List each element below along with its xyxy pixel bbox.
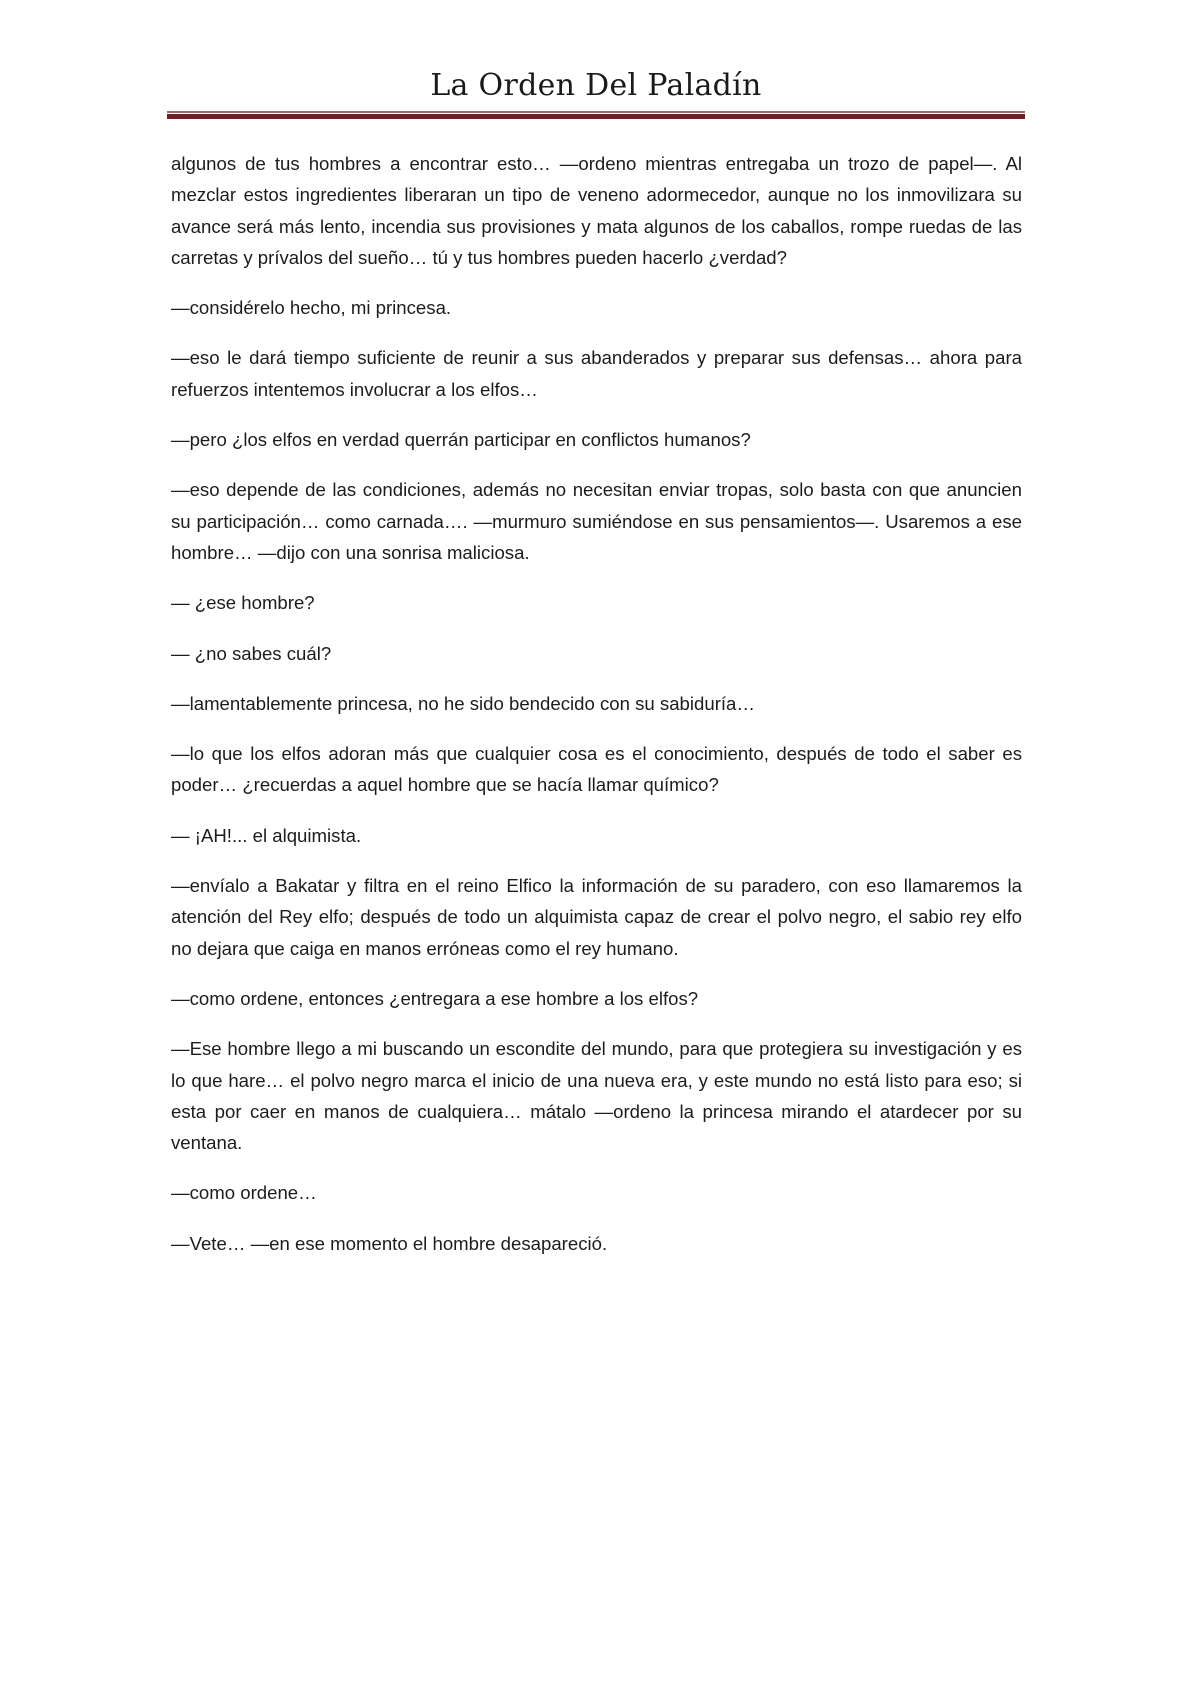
paragraph: —eso depende de las condiciones, además no necesitan enviar tropas, solo basta con que anuncien su participación… como carnada…. —murmuro sumiéndose en sus pensamientos—. Usaremos a ese hombre… —dijo con una sonrisa maliciosa. [171, 479, 1022, 563]
paragraph: —eso le dará tiempo suficiente de reunir a sus abanderados y preparar sus defensas… ahora para refuerzos intentemos involucrar a los elfos… [171, 347, 1022, 400]
book-title: La Orden Del Paladín [430, 68, 762, 103]
paragraph: —considérelo hecho, mi princesa. [171, 297, 452, 319]
paragraph: algunos de tus hombres a encontrar esto… —ordeno mientras entregaba un trozo de papel—. Al mezclar estos ingredientes liberaran un tipo de veneno adormecedor, aunque no los inmovilizara su avance será más lento, incendia sus provisiones y mata algunos de los caballos, rompe ruedas de las carretas y prívalos del sueño… tú y tus hombres pueden hacerlo ¿verdad? [171, 153, 1022, 268]
paragraph: —pero ¿los elfos en verdad querrán participar en conflictos humanos? [171, 429, 751, 451]
paragraph: —envíalo a Bakatar y filtra en el reino Elfico la información de su paradero, con eso llamaremos la atención del Rey elfo; después de todo un alquimista capaz de crear el polvo negro, el sabio rey elfo no dejara que caiga en manos erróneas como el rey humano. [171, 875, 1022, 959]
header-rule-thick [167, 114, 1025, 119]
body-text [171, 148, 1022, 1278]
paragraph: —Ese hombre llego a mi buscando un escondite del mundo, para que protegiera su investigación y es lo que hare… el polvo negro marca el inicio de una nueva era, y este mundo no está listo para eso; si esta por caer en manos de cualquiera… mátalo —ordeno la princesa mirando el atardecer por su ventana. [171, 1038, 1022, 1154]
paragraph: —lamentablemente princesa, no he sido bendecido con su sabiduría… [171, 692, 755, 714]
paragraph: — ¿ese hombre? [171, 592, 315, 614]
paragraph: — ¿no sabes cuál? [171, 642, 332, 664]
paragraph: —como ordene, entonces ¿entregara a ese hombre a los elfos? [171, 987, 699, 1009]
header-rule-thin [167, 111, 1025, 113]
page-header [167, 66, 1025, 106]
paragraph: — ¡AH!... el alquimista. [171, 824, 362, 846]
paragraph: —lo que los elfos adoran más que cualquier cosa es el conocimiento, después de todo el saber es poder… ¿recuerdas a aquel hombre que se hacía llamar químico? [171, 743, 1022, 796]
paragraph: —Vete… —en ese momento el hombre desapareció. [171, 1232, 608, 1254]
paragraph: —como ordene… [171, 1182, 317, 1204]
